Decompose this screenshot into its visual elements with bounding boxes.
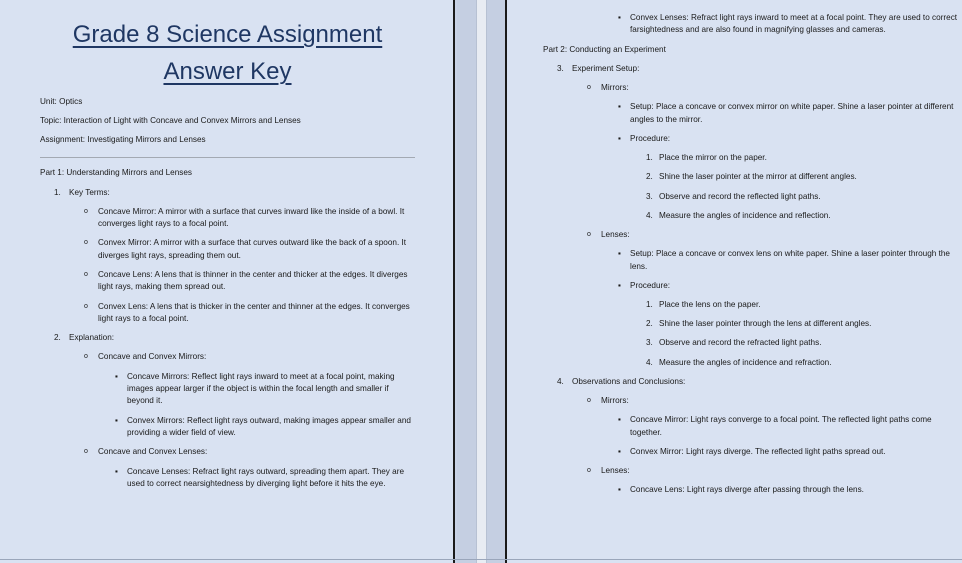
step-number: 1.: [646, 153, 653, 163]
list-number: 1.: [54, 187, 61, 197]
term-text: Convex Lens: A lens that is thicker in the center and thinner at the edges. It converges light rays to a focal point.: [98, 301, 410, 324]
square-bullet-icon: ▪: [618, 280, 621, 290]
observation-text: Concave Mirror: Light rays converge to a focal point. The reflected light paths come together.: [630, 415, 932, 437]
key-terms-label: Key Terms:: [69, 187, 110, 197]
square-bullet-icon: ▪: [115, 415, 118, 425]
step-text: Shine the laser pointer at the mirror at different angles.: [659, 172, 857, 182]
setup-item: [543, 63, 962, 75]
topic-text: Topic: Interaction of Light with Concave and Convex Mirrors and Lenses: [40, 115, 301, 125]
step-item: [543, 152, 962, 164]
step-item: [543, 318, 962, 330]
step-item: [543, 191, 962, 203]
list-item: [543, 101, 962, 126]
list-item: [40, 415, 415, 440]
circle-bullet-icon: o: [84, 448, 88, 456]
square-bullet-icon: ▪: [618, 134, 621, 144]
circle-bullet-icon: o: [84, 271, 88, 279]
point-text: Concave Lenses: Refract light rays outward, spreading them apart. They are used to correct nearsightedness by diverging light before it hits the eye.: [127, 466, 405, 488]
circle-bullet-icon: o: [84, 207, 88, 215]
subsection-label: Mirrors:: [601, 396, 629, 406]
circle-bullet-icon: o: [84, 353, 88, 361]
square-bullet-icon: ▪: [618, 485, 621, 495]
step-text: Shine the laser pointer through the lens at different angles.: [659, 319, 872, 329]
list-item: [40, 351, 415, 363]
step-item: [543, 210, 962, 222]
observation-text: Convex Mirror: Light rays diverge. The reflected light paths spread out.: [630, 446, 886, 456]
list-item: [543, 484, 962, 496]
observations-item: [543, 376, 962, 388]
point-text: Convex Mirrors: Reflect light rays outward, making images appear smaller and providing a wider field of view.: [127, 415, 411, 438]
setup-label: Experiment Setup:: [572, 64, 640, 74]
list-item: [543, 82, 962, 94]
point-text: Convex Lenses: Refract light rays inward to meet at a focal point. They are used to correct farsightedness and are also found in magnifying glasses and cameras.: [630, 13, 958, 35]
step-item: [543, 337, 962, 349]
circle-bullet-icon: o: [587, 397, 591, 405]
step-number: 3.: [646, 338, 653, 348]
step-text: Observe and record the reflected light paths.: [659, 191, 821, 201]
list-item: [543, 395, 962, 407]
setup-text: Setup: Place a concave or convex mirror on white paper. Shine a laser pointer at different angles to the mirror.: [630, 102, 954, 124]
step-text: Place the lens on the paper.: [659, 300, 761, 310]
square-bullet-icon: ▪: [115, 371, 118, 381]
list-item: [40, 206, 415, 231]
unit-text: Unit: Optics: [40, 97, 83, 106]
document-title: [40, 16, 415, 90]
list-item: [543, 12, 962, 37]
assignment-text: Assignment: Investigating Mirrors and Lenses: [40, 134, 206, 144]
list-number: 3.: [557, 64, 564, 74]
document-page-right[interactable]: [505, 0, 962, 563]
term-text: Concave Mirror: A mirror with a surface that curves inward like the inside of a bowl. It converges light rays to a focal point.: [98, 206, 405, 229]
subsection-label: Mirrors:: [601, 83, 629, 93]
square-bullet-icon: ▪: [618, 415, 621, 425]
point-text: Concave Mirrors: Reflect light rays inward to meet at a focal point, making images appear larger if the object is within the focal length and smaller if beyond it.: [127, 371, 395, 406]
procedure-label: Procedure:: [630, 280, 671, 290]
subsection-label: Lenses:: [601, 466, 630, 476]
explanation-item: [40, 332, 415, 344]
key-terms-item: [40, 187, 415, 199]
step-number: 3.: [646, 191, 653, 201]
list-item: [543, 133, 962, 145]
page-bottom-edge: [0, 559, 962, 560]
circle-bullet-icon: o: [587, 231, 591, 239]
square-bullet-icon: ▪: [618, 249, 621, 259]
circle-bullet-icon: o: [587, 84, 591, 92]
page-gutter: [457, 0, 505, 563]
subsection-label: Lenses:: [601, 230, 630, 240]
list-item: [40, 237, 415, 262]
list-item: [543, 229, 962, 241]
list-item: [40, 371, 415, 408]
list-item: [543, 446, 962, 458]
square-bullet-icon: ▪: [618, 446, 621, 456]
step-text: Measure the angles of incidence and reflection.: [659, 210, 831, 220]
list-item: [543, 465, 962, 477]
step-item: [543, 357, 962, 369]
list-item: [543, 414, 962, 439]
explanation-label: Explanation:: [69, 333, 115, 343]
procedure-label: Procedure:: [630, 134, 671, 144]
step-text: Measure the angles of incidence and refraction.: [659, 357, 832, 367]
list-number: 4.: [557, 376, 564, 386]
circle-bullet-icon: o: [84, 302, 88, 310]
step-text: Observe and record the refracted light paths.: [659, 338, 822, 348]
assignment-meta: [40, 96, 415, 146]
observations-label: Observations and Conclusions:: [572, 376, 686, 386]
square-bullet-icon: ▪: [618, 13, 621, 22]
step-item: [543, 299, 962, 311]
list-item: [40, 446, 415, 458]
step-number: 2.: [646, 172, 653, 182]
document-page-left[interactable]: [0, 0, 455, 563]
page-separator: [476, 0, 487, 563]
title-line-1: Grade 8 Science Assignment: [72, 21, 383, 48]
step-number: 2.: [646, 319, 653, 329]
term-text: Concave Lens: A lens that is thinner in the center and thicker at the edges. It diverges light rays, making them spread out.: [98, 270, 408, 292]
list-item: [40, 466, 415, 491]
part1-heading: Part 1: Understanding Mirrors and Lenses: [40, 168, 193, 178]
square-bullet-icon: ▪: [618, 102, 621, 112]
subsection-label: Concave and Convex Lenses:: [98, 447, 208, 457]
list-item: [543, 248, 962, 273]
list-item: [40, 269, 415, 294]
title-line-2: Answer Key: [163, 58, 292, 85]
step-number: 4.: [646, 357, 653, 367]
circle-bullet-icon: o: [587, 467, 591, 475]
horizontal-divider: [40, 157, 415, 158]
square-bullet-icon: ▪: [115, 466, 118, 476]
setup-text: Setup: Place a concave or convex lens on white paper. Shine a laser pointer through the lens.: [630, 249, 950, 271]
list-item: [543, 280, 962, 292]
subsection-label: Concave and Convex Mirrors:: [98, 352, 207, 362]
step-number: 4.: [646, 210, 653, 220]
step-number: 1.: [646, 300, 653, 310]
circle-bullet-icon: o: [84, 239, 88, 247]
term-text: Convex Mirror: A mirror with a surface that curves outward like the back of a spoon. It diverges light rays, spreading them out.: [98, 238, 407, 260]
observation-text: Concave Lens: Light rays diverge after passing through the lens.: [630, 485, 864, 495]
list-item: [40, 301, 415, 326]
step-text: Place the mirror on the paper.: [659, 153, 767, 163]
part2-heading: Part 2: Conducting an Experiment: [543, 44, 666, 54]
step-item: [543, 171, 962, 183]
list-number: 2.: [54, 333, 61, 343]
